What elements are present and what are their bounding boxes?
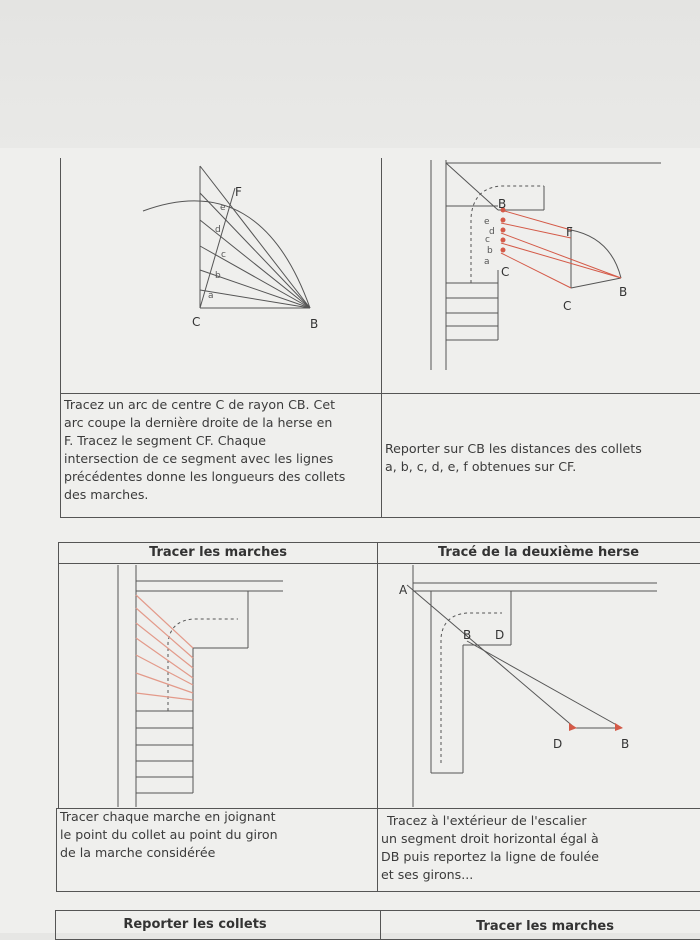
section2-right-title: Tracé de la deuxième herse [437, 545, 640, 560]
label-f: F [566, 225, 573, 239]
caption-line: F. Tracez le segment CF. Chaque [64, 433, 266, 448]
label-c: C [192, 315, 201, 329]
herse-arc-diagram [60, 158, 382, 394]
caption-line: des marches. [64, 487, 149, 502]
caption-line: a, b, c, d, e, f obtenues sur CF. [385, 459, 577, 474]
caption-line: Reporter sur CB les distances des collets [385, 441, 642, 456]
label-e: e [484, 217, 490, 227]
label-a: A [399, 583, 408, 597]
caption-line: Tracer chaque marche en joignant [60, 809, 276, 824]
label-b-small: b [215, 271, 221, 281]
caption-line: Tracez à l'extérieur de l'escalier [387, 813, 587, 828]
caption-line: intersection de ce segment avec les lignes [64, 451, 334, 466]
caption-line: de la marche considérée [60, 845, 216, 860]
caption-line: et ses girons... [381, 867, 474, 882]
collet-report-diagram [381, 158, 700, 394]
label-c-bottom: C [563, 299, 572, 313]
caption-line: le point du collet au point du giron [60, 827, 278, 842]
caption-line: précédentes donne les longueurs des collets [64, 469, 346, 484]
label-f: F [235, 185, 242, 199]
caption-line: un segment droit horizontal égal à [381, 831, 599, 846]
label-c-small: c [485, 235, 490, 245]
label-d: D [495, 628, 505, 642]
second-herse-diagram [377, 563, 700, 809]
caption-line: DB puis reportez la ligne de foulée [381, 849, 600, 864]
label-e: e [220, 203, 226, 213]
label-b-right: B [619, 285, 628, 299]
label-d-lower: D [553, 737, 563, 751]
section2-left-caption [60, 808, 374, 862]
caption-line: Tracez un arc de centre C de rayon CB. Cet [64, 397, 336, 412]
steps-diagram [58, 563, 378, 809]
section3-right-title: Tracer les marches [476, 919, 614, 934]
label-b-top: B [498, 197, 507, 211]
panel1-caption [64, 396, 378, 504]
label-a: a [208, 291, 214, 301]
label-b-small: b [487, 246, 493, 256]
label-d: d [489, 227, 495, 237]
section3-left-title: Reporter les collets [123, 917, 267, 932]
section2-right-caption [381, 812, 697, 884]
label-b: B [463, 628, 472, 642]
label-b-lower: B [621, 737, 630, 751]
panel2-caption [385, 440, 697, 476]
label-c-top: C [501, 265, 510, 279]
label-a: a [484, 257, 490, 267]
label-d: d [215, 225, 221, 235]
caption-line: arc coupe la dernière droite de la herse en [64, 415, 333, 430]
photo-background [0, 0, 700, 150]
section2-left-title: Tracer les marches [149, 545, 287, 560]
label-b: B [310, 317, 319, 331]
label-c-small: c [221, 250, 226, 260]
